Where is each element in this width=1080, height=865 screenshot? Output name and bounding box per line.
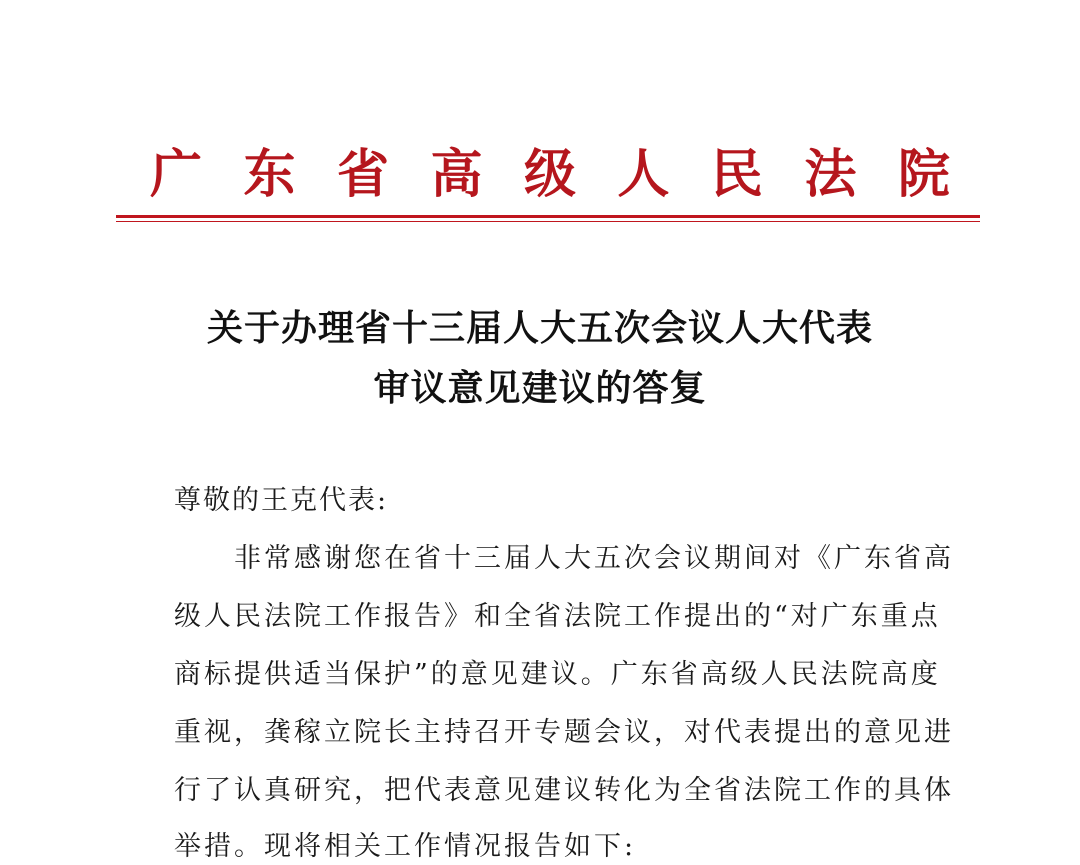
salutation: 尊敬的王克代表: [174, 485, 389, 516]
letterhead-char: 东 [243, 144, 296, 205]
body-line: 商标提供适当保护”的意见建议。广东省高级人民法院高度 [174, 659, 941, 690]
body-line: 举措。现将相关工作情况报告如下: [174, 831, 637, 862]
letterhead-red-rule [116, 215, 980, 218]
letterhead-char: 级 [523, 144, 576, 205]
document-title-line-1: 关于办理省十三届人大五次会议人大代表 [206, 307, 873, 349]
letterhead-red-rule-thin [116, 221, 980, 222]
letterhead-char: 人 [617, 144, 670, 205]
body-line: 行了认真研究，把代表意见建议转化为全省法院工作的具体 [174, 775, 954, 806]
body-line: 非常感谢您在省十三届人大五次会议期间对《广东省高 [174, 543, 954, 574]
document-title-line-2: 审议意见建议的答复 [373, 367, 707, 409]
letterhead-char: 法 [804, 144, 857, 205]
letterhead-char: 高 [430, 144, 483, 205]
body-line: 重视，龚稼立院长主持召开专题会议，对代表提出的意见进 [174, 717, 954, 748]
body-line: 级人民法院工作报告》和全省法院工作提出的“对广东重点 [174, 601, 941, 632]
court-letterhead [150, 140, 950, 210]
letterhead-char: 院 [897, 144, 950, 205]
letterhead-char: 广 [150, 144, 203, 205]
letterhead-char: 民 [710, 144, 763, 205]
letterhead-char: 省 [336, 144, 389, 205]
